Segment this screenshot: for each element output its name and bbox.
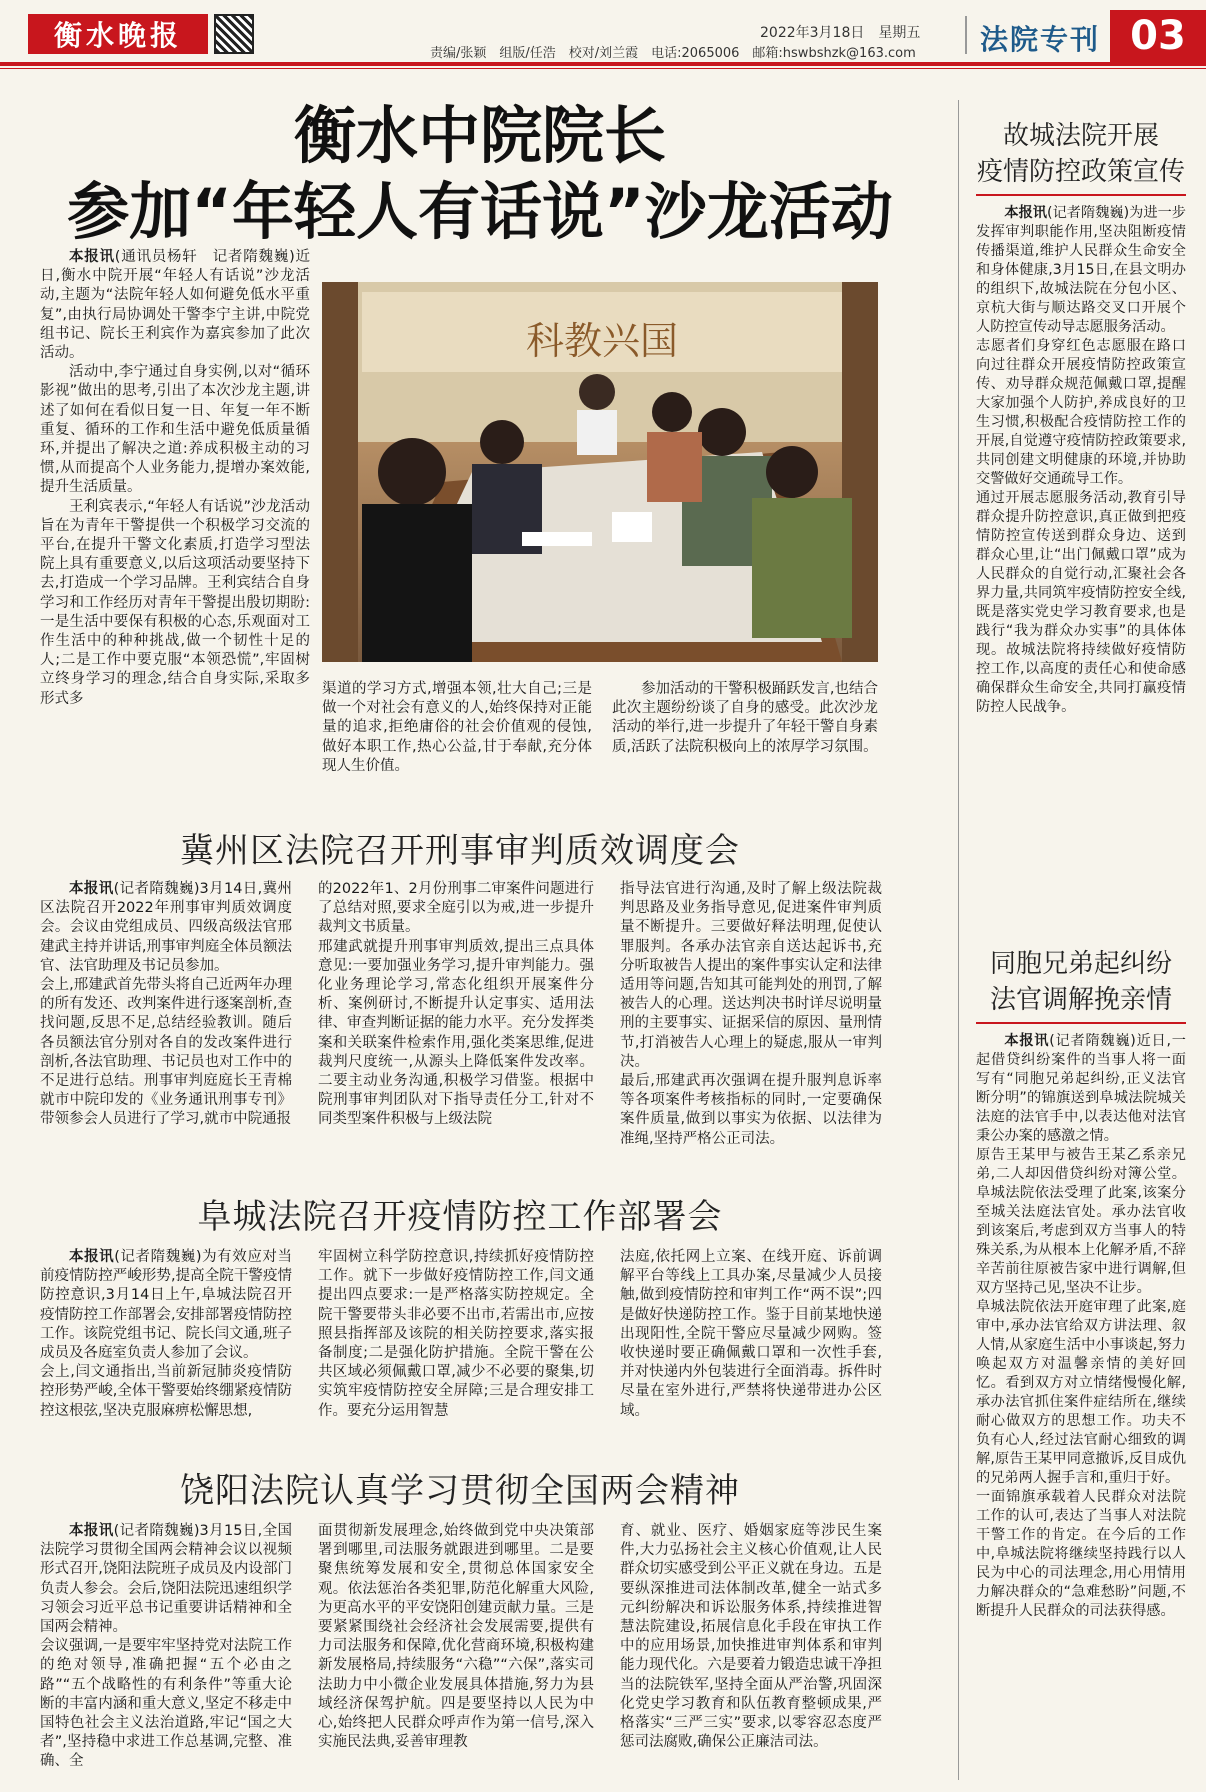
- article3-col1-text: (记者隋魏巍)为有效应对当前疫情防控严峻形势,提高全院干警疫情防控意识,3月14日上午,阜城法院召开疫情防控工作部署会,安排部署疫情防控工作。该院党组书记、院长闫文通,班子成员及各庭室负责人参加了会议。 会上,闫文通指出,当前新冠肺炎疫情防控形势严峻,全体干警要始终绷紧疫情防控这根弦,坚决克服麻痹松懈思想,: [40, 1249, 292, 1419]
- sidebar2-title-line1: 同胞兄弟起纠纷: [989, 949, 1172, 979]
- sidebar1-body: [976, 204, 1186, 717]
- page-number: 03: [1110, 10, 1206, 62]
- article4-col3: [620, 1522, 882, 1752]
- masthead-rule-thin: [0, 68, 1206, 69]
- article4-title: 饶阳法院认真学习贯彻全国两会精神: [180, 1471, 740, 1511]
- article1-col2-text: 渠道的学习方式,增强本领,壮大自己;三是做一个对社会有意义的人,始终保持对正能量的追求,拒绝庸俗的社会价值观的侵蚀,做好本职工作,热心公益,甘于奉献,充分体现人生价值。: [322, 681, 592, 774]
- article2-col3-text: 指导法官进行沟通,及时了解上级法院裁判思路及业务指导意见,促进案件审判质量不断提升。三要做好释法明理,促使认罪服判。各承办法官亲自送达起诉书,充分听取被告人提出的案件事实认定和法律适用等问题,告知其可能判处的刑罚,了解被告人的心理。送达判决书时详尽说明量刑的主要事实、证据采信的原因、量刑情节,打消被告人心理上的疑虑,服从一审判决。 最后,邢建武再次强调在提升服判息诉率等各项案件考核指标的同时,一定要确保案件质量,做到以事实为依据、以法律为准绳,坚持严格公正司法。: [620, 881, 882, 1147]
- column-divider: [958, 100, 959, 1780]
- article1-col1: [40, 248, 310, 709]
- article3-col3: [620, 1248, 882, 1421]
- article1-title-line2: 参加“年轻人有话说”沙龙活动: [67, 175, 893, 248]
- article4-col1: [40, 1522, 292, 1772]
- sidebar1-title-line2: 疫情防控政策宣传: [976, 157, 1185, 187]
- sidebar1-title-line1: 故城法院开展: [1002, 121, 1159, 151]
- article2-title: 冀州区法院召开刑事审判质效调度会: [180, 831, 740, 871]
- article2-col2: [318, 880, 594, 1130]
- byline: 本报讯: [1004, 1033, 1050, 1049]
- masthead-rule: [0, 62, 1206, 66]
- article1-title-line1: 衡水中院院长: [293, 99, 666, 172]
- article4-col1-text: (记者隋魏巍)3月15日,全国法院学习贯彻全国两会精神会议以视频形式召开,饶阳法院班子成员及内设部门负责人参会。会后,饶阳法院迅速组织学习领会习近平总书记重要讲话精神和全国两会精神。 会议强调,一是要牢牢坚持党对法院工作的绝对领导,准确把握“五个必由之路”“五个战略性的有利条件”等重大论断的丰富内涵和重大意义,坚定不移走中国特色社会主义法治道路,牢记“国之大者”,坚持稳中求进工作总基调,完整、准确、全: [40, 1523, 292, 1770]
- article2-col1: [40, 880, 292, 1130]
- newspaper-logo: 衡水晚报: [28, 14, 208, 54]
- sidebar2-body: [976, 1032, 1186, 1621]
- article2-col1-text: (记者隋魏巍)3月14日,冀州区法院召开2022年刑事审判质效调度会。会议由党组成员、四级高级法官邢建武主持并讲话,刑事审判庭全体员额法官、法官助理及书记员参加。 会上,邢建武首先带头将自己近两年办理的所有发还、改判案件进行逐案剖析,查找问题,反思不足,总结经验教训。随后各员额法官分别对各自的发改案件进行剖析,各法官助理、书记员也对工作中的不足进行总结。刑事审判庭庭长王青棉就市中院印发的《业务通讯刑事专刊》带领参会人员进行了学习,就市中院通报: [40, 881, 292, 1128]
- qr-code-icon: [214, 14, 254, 54]
- article2-col2-text: 的2022年1、2月份刑事二审案件问题进行了总结对照,要求全庭引以为戒,进一步提升裁判文书质量。 邢建武就提升刑事审判质效,提出三点具体意见:一要加强业务学习,提升审判能力。强化业务理论学习,常态化组织开展案件分析、案例研讨,不断提升认定事实、适用法律、审查判断证据的能力水平。充分发挥类案和关联案件检索作用,强化类案思维,促进裁判尺度统一,从源头上降低案件发改率。二要主动业务沟通,积极学习借鉴。根据中院刑事审判团队对下指导责任分工,针对不同类型案件积极与上级法院: [318, 881, 594, 1128]
- byline: 本报讯: [69, 1249, 115, 1265]
- sidebar2-title-line2: 法官调解挽亲情: [989, 985, 1172, 1015]
- article3-col2-text: 牢固树立科学防控意识,持续抓好疫情防控工作。就下一步做好疫情防控工作,闫文通提出四点要求:一是严格落实防控规定。全院干警要带头非必要不出市,若需出市,应按照县指挥部及该院的相关防控要求,落实报备制度;二是强化防护措施。全院干警在公共区域必须佩戴口罩,减少不必要的聚集,切实筑牢疫情防控安全屏障;三是合理安排工作。要充分运用智慧: [318, 1249, 594, 1419]
- article3-col1: [40, 1248, 292, 1421]
- wall-calligraphy: 科教兴国: [525, 319, 679, 363]
- article1-para2: 活动中,李宁通过自身实例,以对“循环影视”做出的思考,引出了本次沙龙主题,讲述了如何在看似日复一日、年复一年不断重复、循环的工作和生活中避免低质量循环,并提出了解决之道:养成积极主动的习惯,从而提高个人业务能力,提增办案效能,提升生活质量。: [40, 364, 310, 496]
- sidebar2-rule: [976, 1022, 1186, 1024]
- sidebar2-text: (记者隋魏巍)近日,一起借贷纠纷案件的当事人将一面写有“同胞兄弟起纠纷,正义法官断分明”的锦旗送到阜城法院城关法庭的法官手中,以表达他对法官秉公办案的感激之情。 原告王某甲与被告王某乙系亲兄弟,二人却因借贷纠纷对簿公堂。阜城法院依法受理了此案,该案分至城关法庭法官处。承办法官收到该案后,考虑到双方当事人的特殊关系,为从根本上化解矛盾,不辞辛苦前往原被告家中进行调解,但双方坚持己见,坚决不让步。 阜城法院依法开庭审理了此案,庭审中,承办法官给双方讲法理、叙人情,从家庭生活中小事谈起,努力唤起双方对温馨亲情的美好回忆。看到双方对立情绪慢慢化解,承办法官抓住案件症结所在,继续耐心做双方的思想工作。功夫不负有心人,经过法官耐心细致的调解,原告王某甲同意撤诉,反目成仇的兄弟两人握手言和,重归于好。 一面锦旗承载着人民群众对法院工作的认可,表达了当事人对法院干警工作的肯定。在今后的工作中,阜城法院将继续坚持践行以人民为中心的司法理念,用心用情用力解决群众的“急难愁盼”问题,不断提升人民群众的司法获得感。: [976, 1033, 1186, 1619]
- sidebar1-text: (记者隋魏巍)为进一步发挥审判职能作用,坚决阻断疫情传播渠道,维护人民群众生命安全和身体健康,3月15日,在县文明办的组织下,故城法院在分包小区、京杭大街与顺达路交叉口开展个人防控宣传动导志愿服务活动。 志愿者们身穿红色志愿服在路口向过往群众开展疫情防控政策宣传、劝导群众规范佩戴口罩,提醒大家加强个人防护,养成良好的卫生习惯,积极配合疫情防控工作的开展,自觉遵守疫情防控政策要求,共同创建文明健康的环境,并协助交警做好交通疏导工作。 通过开展志愿服务活动,教育引导群众提升防控意识,真正做到把疫情防控宣传送到群众身边、送到群众心里,让“出门佩戴口罩”成为人民群众的自觉行动,汇聚社会各界力量,共同筑牢疫情防控安全线,既是落实党史学习教育要求,也是践行“我为群众办实事”的具体体现。故城法院将持续做好疫情防控工作,以高度的责任心和使命感确保群众生命安全,共同打赢疫情防控人民战争。: [976, 205, 1186, 715]
- article1-col2: [322, 680, 592, 776]
- masthead: [0, 0, 1206, 62]
- byline-rest: (通讯员杨轩 记者隋魏巍): [114, 249, 295, 265]
- news-photo: [322, 282, 878, 662]
- sidebar1-rule: [976, 194, 1186, 196]
- byline: 本报讯: [69, 1523, 114, 1539]
- section-divider: [965, 16, 967, 54]
- article3-title: 阜城法院召开疫情防控工作部署会: [197, 1197, 723, 1237]
- article1-para1: 近日,衡水中院开展“年轻人有话说”沙龙活动,主题为“法院年轻人如何避免低水平重复”,由执行局协调处干警李宁主讲,中院党组书记、院长王利宾作为嘉宾参加了此次活动。: [40, 249, 311, 362]
- article1-col3-text: 参加活动的干警积极踊跃发言,也结合此次主题纷纷谈了自身的感受。此次沙龙活动的举行,进一步提升了年轻干警自身素质,活跃了法院积极向上的浓厚学习氛围。: [612, 681, 878, 755]
- byline: 本报讯: [69, 881, 114, 897]
- article2-col3: [620, 880, 882, 1149]
- article4-col2-text: 面贯彻新发展理念,始终做到党中央决策部署到哪里,司法服务就跟进到哪里。二是要聚焦统筹发展和安全,贯彻总体国家安全观。依法惩治各类犯罪,防范化解重大风险,为更高水平的平安饶阳创建贡献力量。三是要紧紧围绕社会经济社会发展需要,提供有力司法服务和保障,优化营商环境,积极构建新发展格局,持续服务“六稳”“六保”,落实司法助力中小微企业发展具体措施,努力为县域经济保驾护航。四是要坚持以人民为中心,始终把人民群众呼声作为第一信号,深入实施民法典,妥善审理教: [318, 1523, 594, 1751]
- article1-col3: [612, 680, 878, 757]
- byline: 本报讯: [1004, 205, 1048, 221]
- article3-col2: [318, 1248, 594, 1421]
- issue-date: 2022年3月18日 星期五: [760, 25, 921, 41]
- article1-para3: 王利宾表示,“年轻人有话说”沙龙活动旨在为青年干警提供一个积极学习交流的平台,在提升干警文化素质,打造学习型法院上具有重要意义,以后这项活动要坚持下去,打造成一个学习品牌。王利宾结合自身学习和工作经历对青年干警提出殷切期盼:一是生活中要保有积极的心态,乐观面对工作生活中的种种挑战,做一个韧性十足的人;二是工作中要克服“本领恐慌”,牢固树立终身学习的理念,结合自身实际,采取多形式多: [40, 498, 310, 707]
- section-title: 法院专刊: [980, 23, 1101, 56]
- article4-col3-text: 育、就业、医疗、婚姻家庭等涉民生案件,大力弘扬社会主义核心价值观,让人民群众切实感受到公平正义就在身边。五是要纵深推进司法体制改革,健全一站式多元纠纷解决和诉讼服务体系,持续推进智慧法院建设,拓展信息化手段在审执工作中的应用场景,加快推进审判体系和审判能力现代化。六是要着力锻造忠诚干净担当的法院铁军,坚持全面从严治警,巩固深化党史学习教育和队伍教育整顿成果,严格落实“三严三实”要求,以零容忍态度严惩司法腐败,确保公正廉洁司法。: [620, 1523, 882, 1751]
- meeting-photo-illustration: [322, 282, 878, 662]
- article3-col3-text: 法庭,依托网上立案、在线开庭、诉前调解平台等线上工具办案,尽量减少人员接触,做到疫情防控和审判工作“两不误”;四是做好快递防控工作。鉴于目前某地快递出现阳性,全院干警应尽量减少网购。签收快递时要正确佩戴口罩和一次性手套,并对快递内外包装进行全面消毒。拆件时尽量在室外进行,严禁将快递带进办公区域。: [620, 1249, 882, 1419]
- byline: 本报讯: [69, 249, 115, 265]
- editors-line: 责编/张颖 组版/任浩 校对/刘兰霞 电话:2065006 邮箱:hswbshzk@163.com: [430, 46, 916, 61]
- article4-col2: [318, 1522, 594, 1752]
